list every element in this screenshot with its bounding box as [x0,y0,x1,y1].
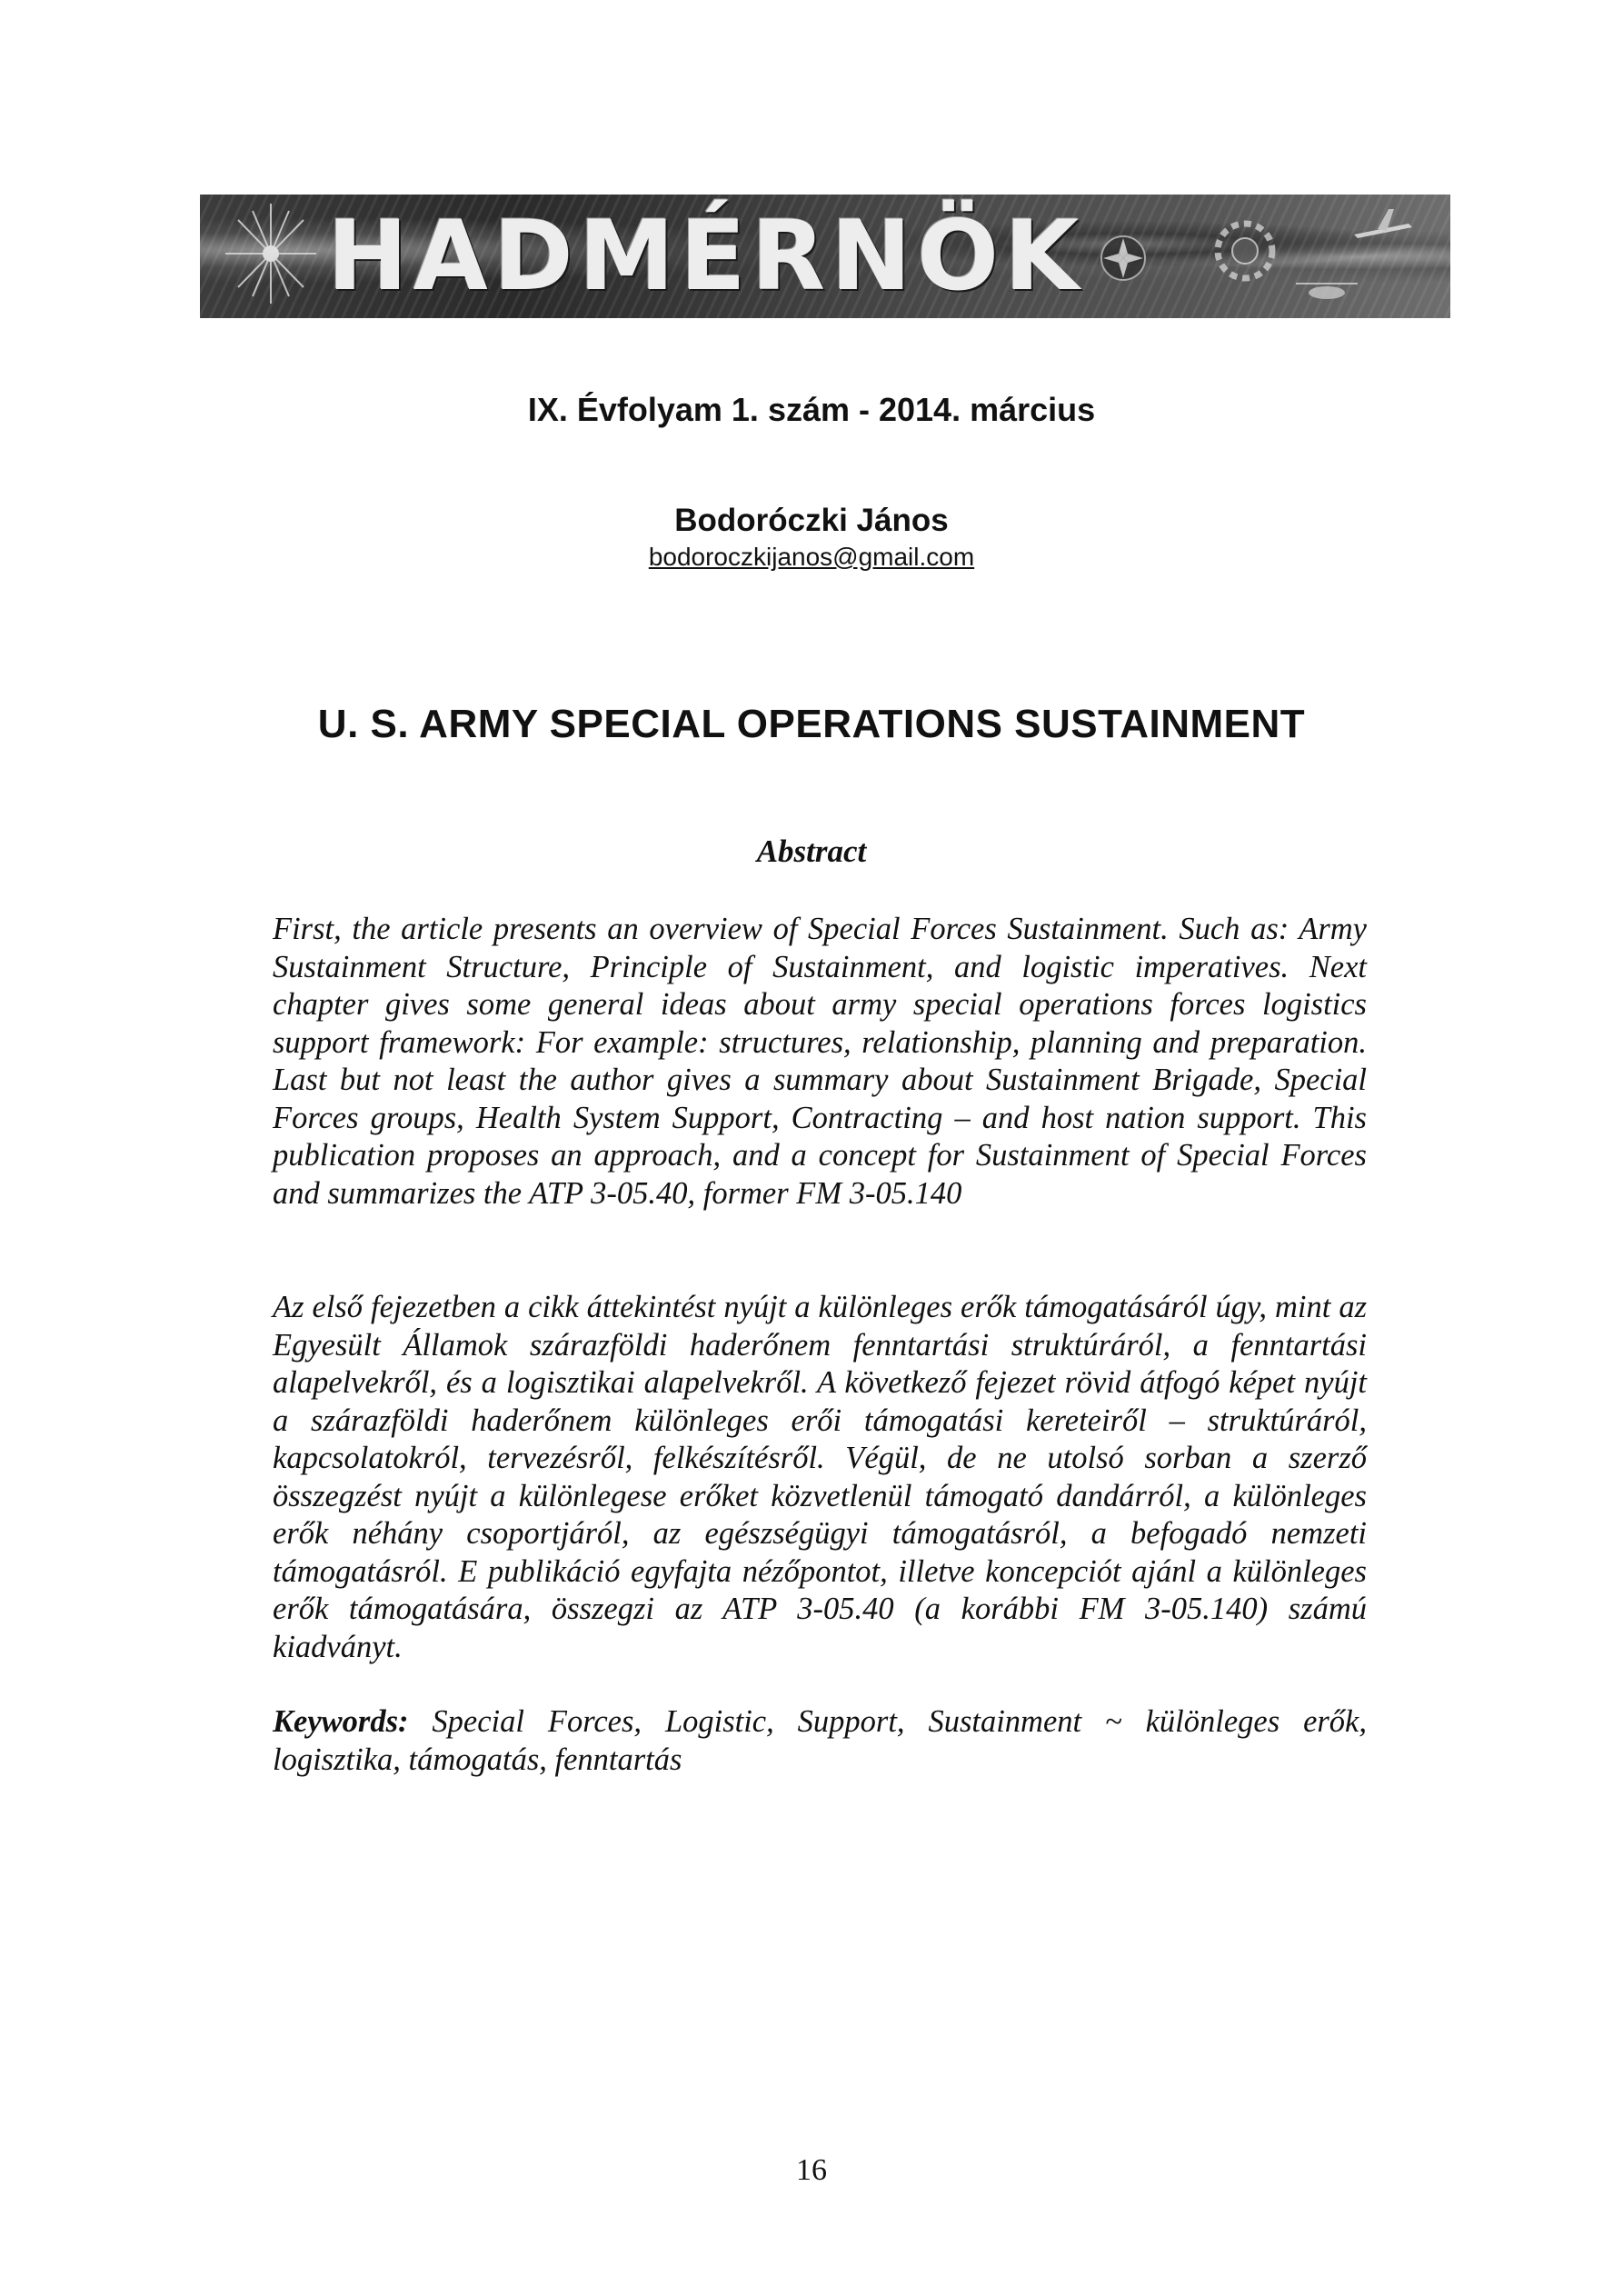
author-email-link[interactable]: bodoroczkijanos@gmail.com [648,543,975,571]
keywords-paragraph [273,1703,1367,1779]
author-name: Bodoróczki János [674,503,949,538]
keywords-label: Keywords: [273,1704,409,1739]
gear-emblem-icon [1218,224,1272,278]
issue-line: IX. Évfolyam 1. szám - 2014. március [527,391,1096,428]
helicopter-icon [1296,284,1358,299]
aircraft-icon [1354,209,1412,238]
nato-compass-icon [1101,236,1145,280]
journal-banner [200,195,1450,318]
abstract-heading: Abstract [756,834,867,869]
abstract-english: First, the article presents an overview of Special Forces Sustainment. Such as: Army Sustainment Structure, Principle of Sustainment, and logistic imperatives. Next chapter gives some general ideas about army special operations forces logistics support framework: For example: structures, relationship, planning and preparation. Last but not least the author gives a summary about Sustainment Brigade, Special Forces groups, Health System Support, Contracting – and host nation support. This publication proposes an approach, and a concept for Sustainment of Special Forces and summarizes the ATP 3-05.40, former FM 3-05.140 [273,912,1367,1211]
star-burst-icon [225,204,316,304]
page-number: 16 [796,2153,827,2187]
article-title: U. S. ARMY SPECIAL OPERATIONS SUSTAINMENT [317,702,1306,746]
keywords-text: Special Forces, Logistic, Support, Sustainment ~ különleges erők, logisztika, támogatás, fenntartás [273,1704,1367,1777]
abstract-hungarian: Az első fejezetben a cikk áttekintést nyújt a különleges erők támogatásáról úgy, mint az Egyesült Államok szárazföldi haderőnem fenntartási struktúráról, a fenntartási alapelvekről, és a logisztikai alapelvekről. A következő fejezet rövid átfogó képet nyújt a szárazföldi haderőnem különleges erői támogatási kereteiről – struktúráról, kapcsolatokról, tervezésről, felkészítésről. Végül, de ne utolsó sorban a szerző összegzést nyújt a különlegese erőket közvetlenül támogató dandárról, a különleges erők néhány csoportjáról, az egészségügyi támogatásról, a befogadó nemzeti támogatásról. E publikáció egyfajta nézőpontot, illetve koncepciót ajánl a különleges erők támogatására, összegzi az ATP 3-05.40 (a korábbi FM 3-05.140) számú kiadványt. [273,1290,1367,1664]
banner-title: HADMÉRNÖK [327,200,1085,312]
